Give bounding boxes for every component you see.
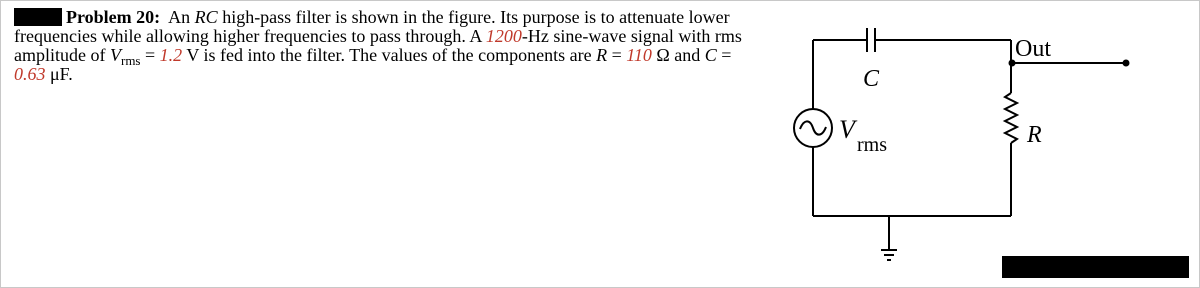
resistor-zigzag (1005, 93, 1017, 143)
unit-text: μF. (50, 64, 73, 84)
problem-text: -Hz sine-wave signal with rms amplitude of (14, 26, 742, 65)
equals-sign: = (144, 45, 156, 65)
equals-sign: = (611, 45, 622, 65)
capacitance-value: 0.63 (14, 64, 46, 84)
v-symbol: V (109, 45, 121, 65)
equals-sign: = (721, 45, 732, 65)
rc-symbol: RC (194, 7, 218, 27)
redacted-block-top (14, 8, 62, 26)
problem-statement (14, 8, 754, 84)
resistor-label: R (1027, 122, 1042, 148)
r-symbol: R (596, 45, 608, 65)
capacitor-label: C (862, 66, 880, 92)
problem-text: V is fed into the filter. The values of the components are (186, 45, 592, 65)
c-symbol: C (704, 45, 717, 65)
frequency-value: 1200 (485, 26, 522, 46)
problem-number: Problem 20: (66, 7, 161, 27)
source-v-label: V (839, 115, 855, 144)
resistance-value: 110 (626, 45, 652, 65)
problem-text: Ω and (656, 45, 701, 65)
out-node-right (1123, 60, 1130, 67)
source-rms-subscript: rms (857, 134, 887, 156)
output-label: Out (1015, 36, 1051, 62)
rc-circuit-diagram (775, 18, 1165, 286)
sine-wave-icon (800, 121, 826, 134)
problem-text: An (168, 7, 191, 27)
problem-text: high-pass filter is shown in the figure. Its purpose is to attenuate lower frequencies while allowing higher frequencies to pass through. A (14, 7, 730, 46)
vrms-value: 1.2 (159, 45, 183, 65)
rms-subscript: rms (120, 53, 141, 68)
redacted-block-bottom (1002, 256, 1189, 278)
